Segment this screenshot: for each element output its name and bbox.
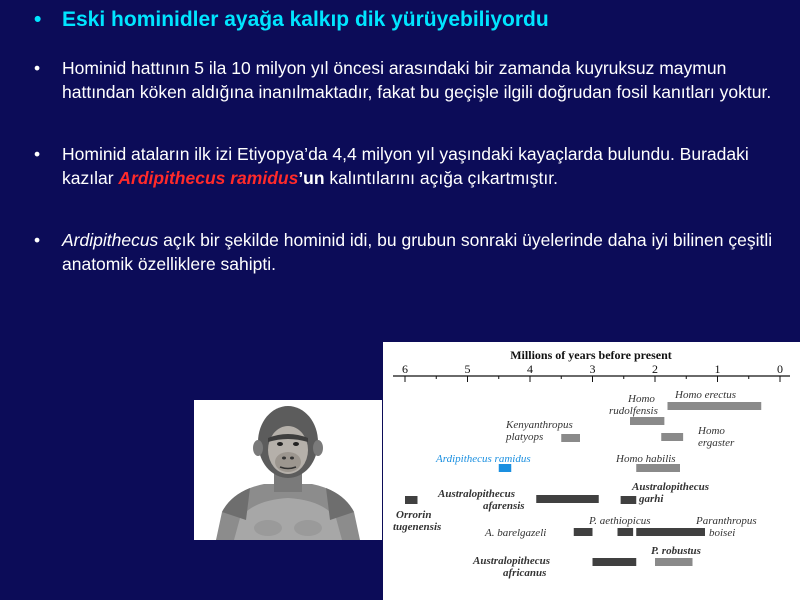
axis-tick-label-2: 2 [652,362,658,376]
bullet-text-3 [62,228,774,276]
hominid-chest-right [294,520,322,536]
bullet-dot: • [34,58,41,78]
bar-orrorin-tugenensis [405,496,418,504]
timeline-svg [383,342,800,600]
label-homo-habilis: Homo habilis [616,453,676,465]
bullet-text-2 [62,142,774,190]
bullet-item-2 [34,142,774,190]
label-paranthropus-2: boisei [709,527,736,539]
hominid-left-eye [277,442,283,446]
hominid-right-eye [293,442,299,446]
hominid-left-ear [253,440,263,456]
bullet-dot: • [34,144,41,164]
bullet-list [34,56,774,276]
label-afarensis-1: Australopithecus [438,488,516,500]
label-homo-ergaster-1: Homo [698,425,725,437]
bar-homo-erectus [668,402,762,410]
label-garhi-1: Australopithecus [632,481,710,493]
species-labels [393,389,757,579]
bar-homo-habilis [636,464,680,472]
bullet-text-2-part1: Hominid ataların ilk izi Etiyopya’da 4,4 milyon yıl yaşındaki kayaçlarda bulundu. Buradaki kazılar [62,144,749,188]
bar-australopithecus-garhi [621,496,637,504]
label-kenyanthropus-1: Kenyanthropus [506,419,573,431]
slide-title-row [34,6,774,34]
axis-tick-marks [405,376,780,382]
label-garhi-2: garhi [639,493,664,505]
label-homo-rudolfensis-2: rudolfensis [609,405,658,417]
bar-homo-ergaster [661,433,683,441]
axis-tick-label-6: 6 [402,362,408,376]
bar-paranthropus-boisei [636,528,705,536]
title-bullet: • [34,8,42,31]
label-orrorin-2: tugenensis [393,521,442,533]
slide-title: Eski hominidler ayağa kalkıp dik yürüyebiliyordu [62,8,549,31]
bar-kenyanthropus-platyops [561,434,580,442]
axis-tick-label-3: 3 [589,362,596,376]
ardipithecus-highlight: Ardipithecus ramidus [118,168,299,188]
bullet-text-3-rest: açık bir şekilde hominid idi, bu grubun sonraki üyelerinde daha iyi bilinen çeşitli anatomik özelliklere sahipti. [62,230,773,274]
bullet-item-1 [34,56,774,104]
hominid-timeline [383,342,800,600]
bullet-text-2-part2: kalıntılarını açığa çıkartmıştır. [324,168,558,188]
bar-australopithecus-afarensis [536,495,599,503]
hominid-illustration [194,400,382,540]
bullet-dot: • [34,230,41,250]
label-homo-erectus: Homo erectus [675,389,736,401]
axis-tick-label-4: 4 [527,362,533,376]
hominid-left-nostril [282,457,286,460]
label-kenyanthropus-2: platyops [506,431,544,443]
label-p-robustus: P. robustus [651,545,701,557]
label-africanus-2: africanus [503,567,547,579]
label-africanus-1: Australopithecus [473,555,551,567]
label-ardipithecus-ramidus: Ardipithecus ramidus [436,453,531,465]
bullet-text-1: Hominid hattının 5 ila 10 milyon yıl öncesi arasındaki bir zamanda kuyruksuz maymun hattından köken aldığına inanılmaktadır, fakat bu geçişle ilgili doğrudan fosil kanıtları yoktur. [62,58,772,102]
axis-tick-label-1: 1 [714,362,721,376]
bar-a-barelgazeli [574,528,593,536]
bar-homo-rudolfensis [630,417,664,425]
ardipithecus-suffix: ’un [298,168,325,188]
hominid-right-ear [313,440,323,456]
label-a-barelgazeli: A. barelgazeli [485,527,547,539]
bar-australopithecus-africanus [593,558,637,566]
bar-ardipithecus-ramidus [499,464,512,472]
label-paranthropus-1: Paranthropus [696,515,757,527]
bar-p-aethiopicus [618,528,634,536]
axis-tick-label-0: 0 [777,362,783,376]
axis-tick-label-5: 5 [464,362,471,376]
label-p-aethiopicus: P. aethiopicus [589,515,651,527]
bullet-item-3 [34,228,774,276]
axis-tick-labels [402,362,783,376]
label-homo-rudolfensis-1: Homo [628,393,655,405]
hominid-drawing [194,400,382,540]
timeline-title: Millions of years before present [510,348,672,362]
label-afarensis-2: afarensis [483,500,525,512]
hominid-right-nostril [290,457,294,460]
hominid-chest-left [254,520,282,536]
bar-p-robustus [655,558,693,566]
label-homo-ergaster-2: ergaster [698,437,735,449]
ardipithecus-italic: Ardipithecus [62,230,159,250]
label-orrorin-1: Orrorin [396,509,432,521]
